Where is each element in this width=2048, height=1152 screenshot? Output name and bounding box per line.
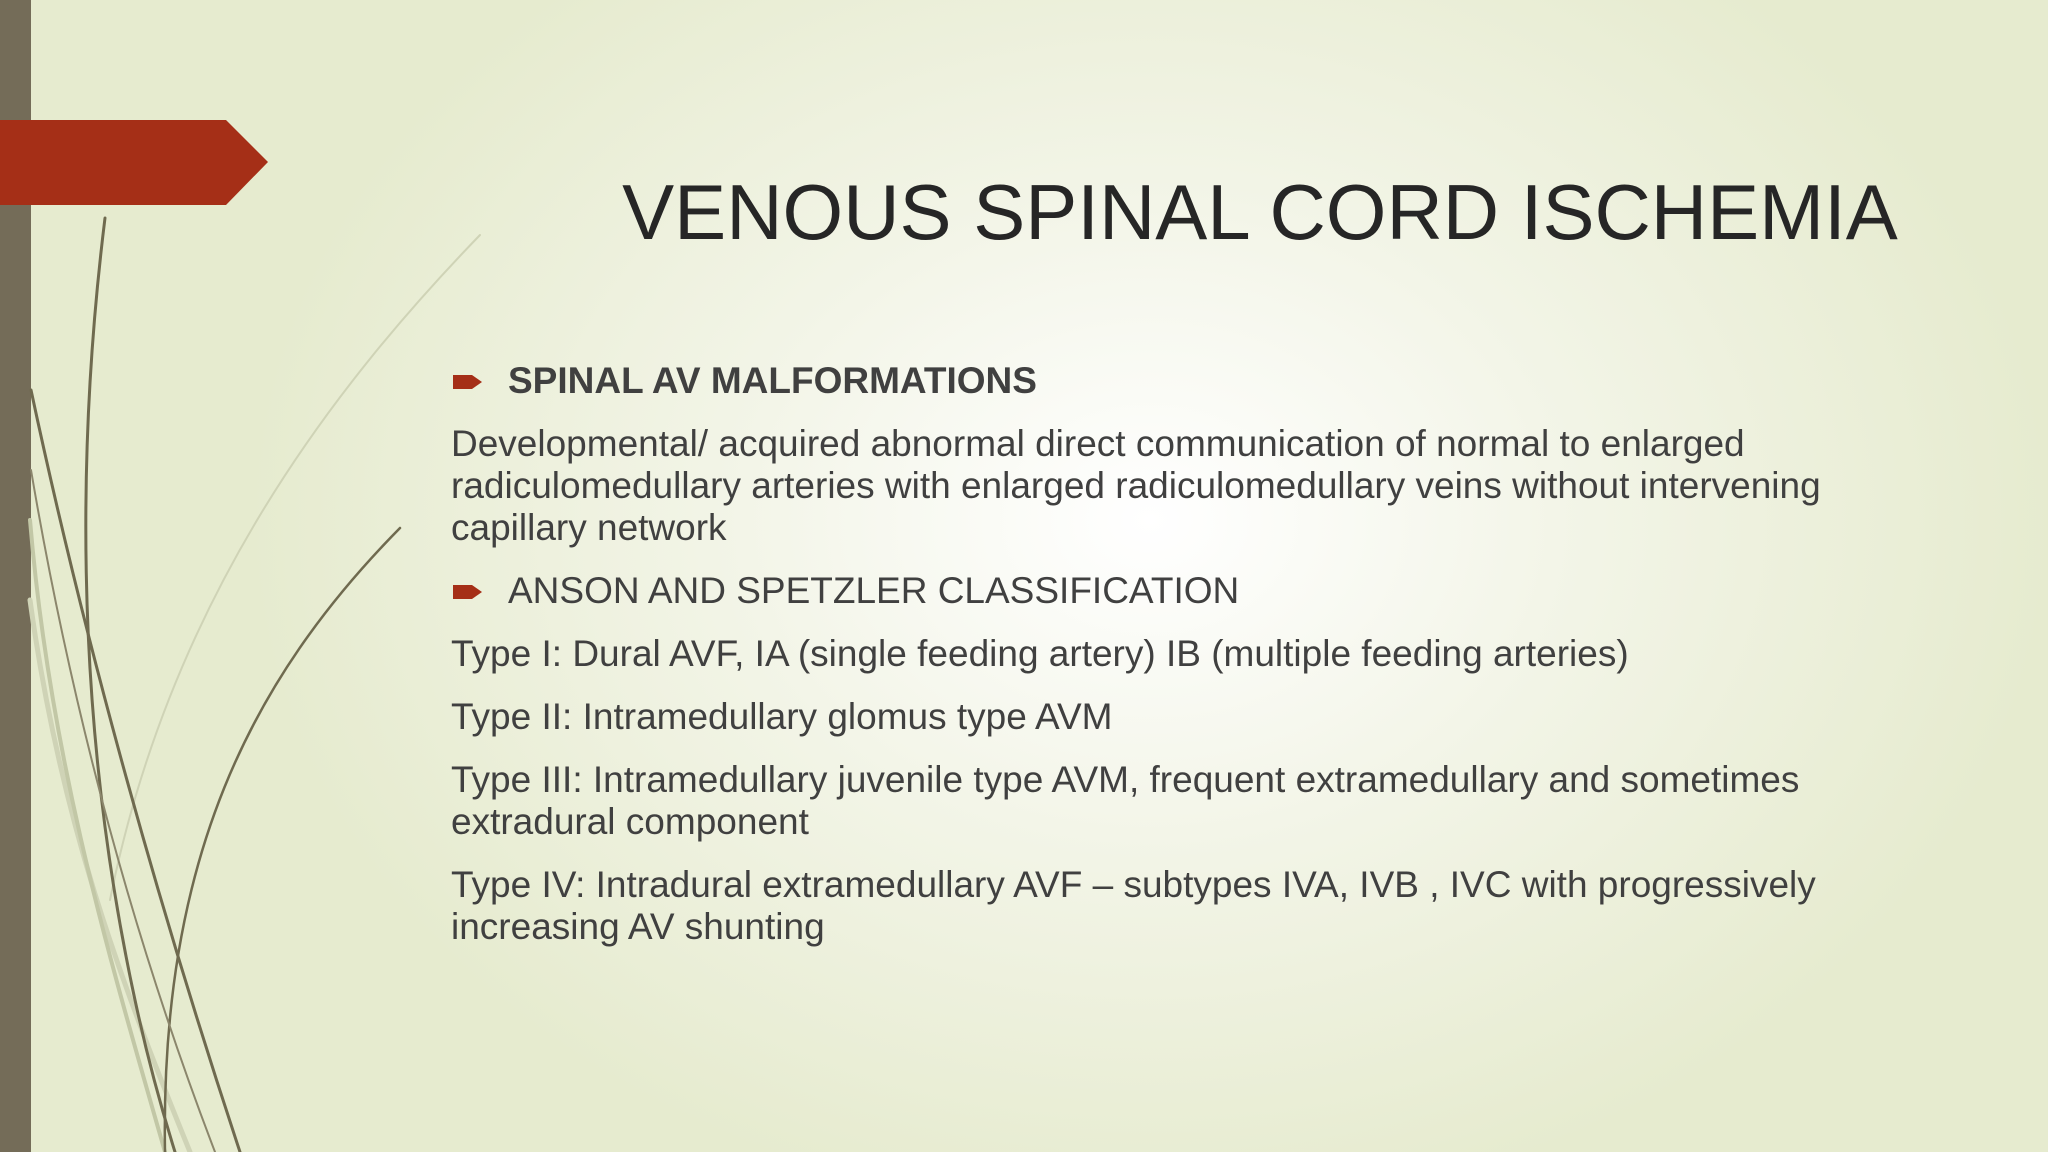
definition-text: Developmental/ acquired abnormal direct communication of normal to enlarged radiculomedullary arteries with enlarged radiculomedullary veins without intervening capillary network [451,423,1821,548]
type-4-text: Type IV: Intradural extramedullary AVF – subtypes IVA, IVB , IVC with progressively increasing AV shunting [451,864,1816,947]
slide-title: VENOUS SPINAL CORD ISCHEMIA [622,168,1898,257]
title-accent-tab [0,120,268,205]
bullet-anson-spetzler [451,570,1931,612]
arrow-bullet-icon [453,584,483,600]
bullet-label: SPINAL AV MALFORMATIONS [508,360,1037,401]
slide-content [451,360,1931,969]
bullet-label: ANSON AND SPETZLER CLASSIFICATION [508,570,1240,611]
type-3-text: Type III: Intramedullary juvenile type AVM, frequent extramedullary and sometimes extradural component [451,759,1800,842]
type-1-text: Type I: Dural AVF, IA (single feeding artery) IB (multiple feeding arteries) [451,633,1629,674]
arrow-bullet-icon [453,374,483,390]
type-2-text: Type II: Intramedullary glomus type AVM [451,696,1113,737]
bullet-spinal-av-malformations [451,360,1931,402]
